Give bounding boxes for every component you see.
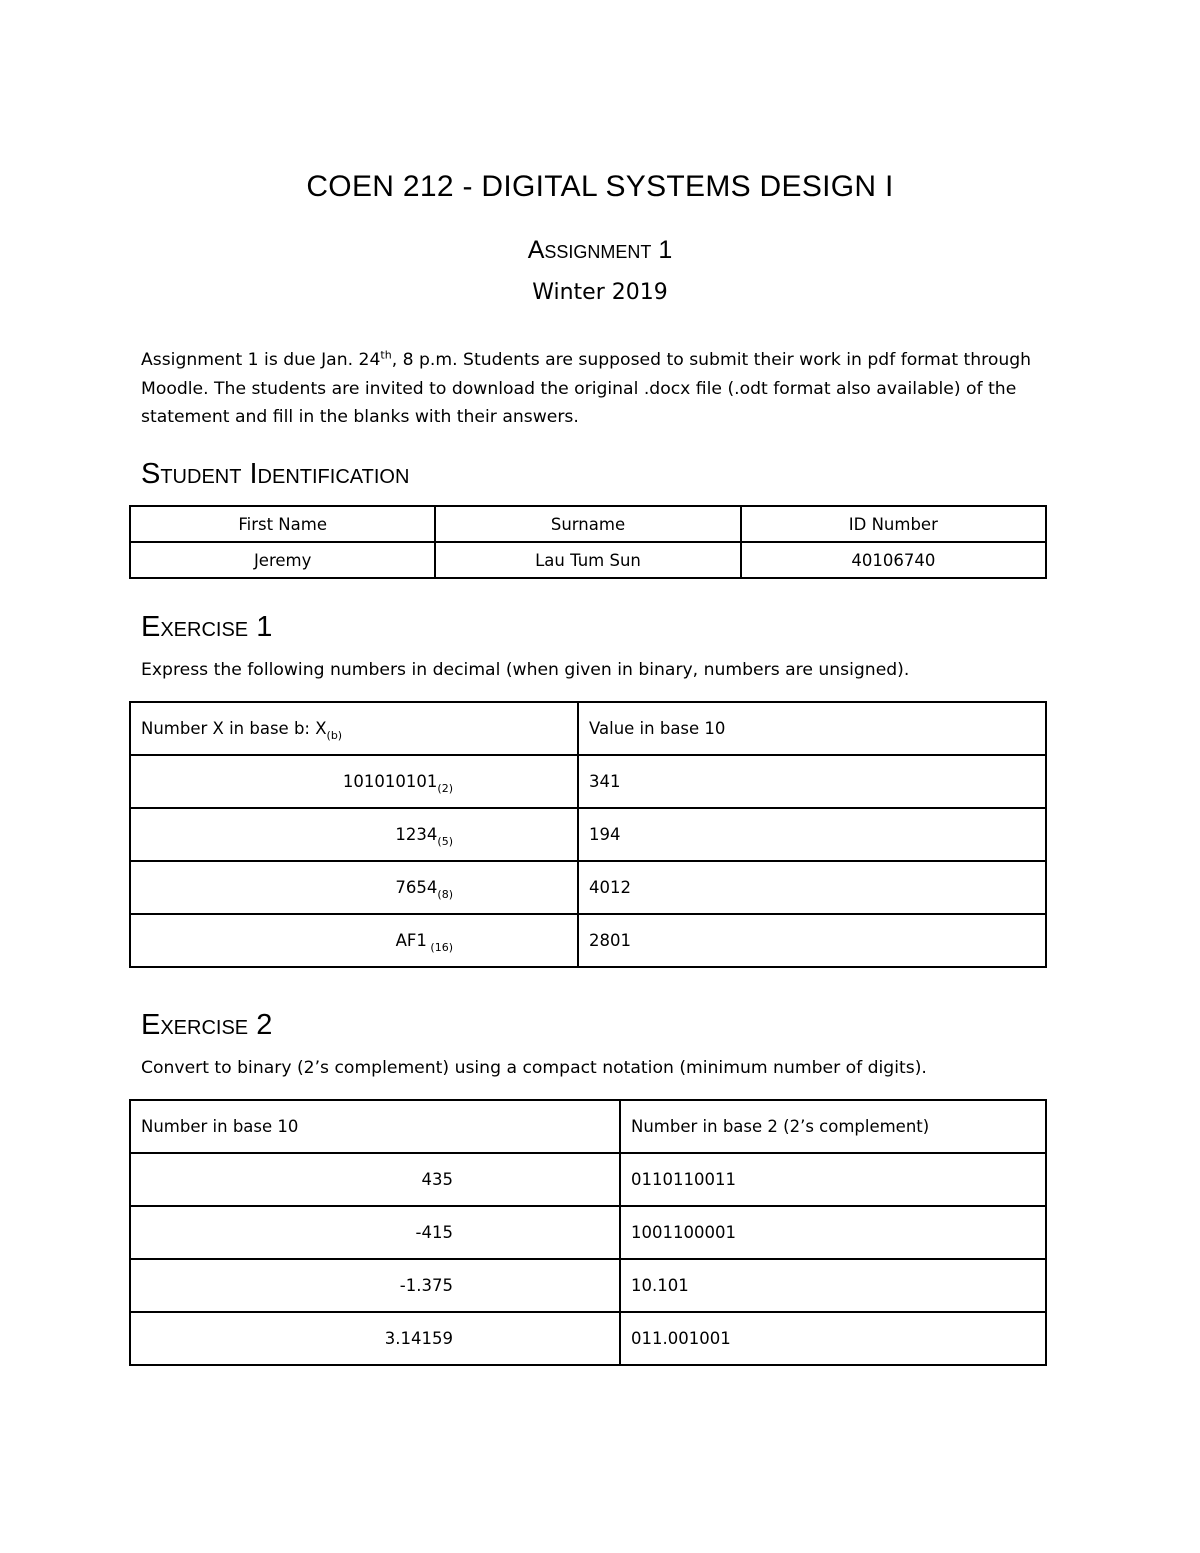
student-identification-heading: Student Identification xyxy=(141,458,410,490)
header-number-col: Number in base 10 xyxy=(130,1100,620,1153)
header-base-subscript: (b) xyxy=(326,729,343,742)
answer-cell[interactable]: 341 xyxy=(578,755,1046,808)
table-row xyxy=(130,914,1046,967)
answer-cell[interactable]: 2801 xyxy=(578,914,1046,967)
base-subscript: (16) xyxy=(426,941,453,954)
table-header-row xyxy=(130,1100,1046,1153)
answer-cell[interactable]: 4012 xyxy=(578,861,1046,914)
header-surname: Surname xyxy=(435,506,740,542)
table-row xyxy=(130,1259,1046,1312)
number-value: 7654 xyxy=(395,878,438,897)
id-number-field[interactable]: 40106740 xyxy=(741,542,1046,578)
answer-cell[interactable]: 0110110011 xyxy=(620,1153,1046,1206)
header-first-name: First Name xyxy=(130,506,435,542)
header-value-col: Value in base 10 xyxy=(578,702,1046,755)
number-value: 1234 xyxy=(395,825,438,844)
base-subscript: (8) xyxy=(437,888,453,901)
number-cell: -415 xyxy=(130,1206,620,1259)
course-title: COEN 212 - DIGITAL SYSTEMS DESIGN I xyxy=(306,170,894,203)
number-value: 101010101 xyxy=(342,772,438,791)
student-identification-table xyxy=(129,505,1047,579)
first-name-field[interactable]: Jeremy xyxy=(130,542,435,578)
intro-superscript: th xyxy=(380,348,392,362)
number-cell: -1.375 xyxy=(130,1259,620,1312)
exercise-2-instruction: Convert to binary (2’s complement) using a compact notation (minimum number of digits). xyxy=(141,1058,927,1078)
intro-paragraph xyxy=(141,346,1061,432)
number-cell: 3.14159 xyxy=(130,1312,620,1365)
table-row xyxy=(130,755,1046,808)
table-row xyxy=(130,861,1046,914)
base-subscript: (2) xyxy=(437,782,453,795)
table-header-row xyxy=(130,506,1046,542)
number-cell xyxy=(130,914,578,967)
exercise-1-instruction: Express the following numbers in decimal (when given in binary, numbers are unsigned). xyxy=(141,660,910,680)
number-cell xyxy=(130,861,578,914)
number-cell: 435 xyxy=(130,1153,620,1206)
header-number-label: Number X in base b: X xyxy=(141,719,327,738)
table-row xyxy=(130,1153,1046,1206)
term-label: Winter 2019 xyxy=(532,280,668,305)
base-subscript: (5) xyxy=(437,835,453,848)
answer-cell[interactable]: 194 xyxy=(578,808,1046,861)
number-cell xyxy=(130,808,578,861)
answer-cell[interactable]: 011.001001 xyxy=(620,1312,1046,1365)
exercise-1-heading: Exercise 1 xyxy=(141,611,273,643)
header-value-col: Number in base 2 (2’s complement) xyxy=(620,1100,1046,1153)
intro-text-part2: , 8 p.m. Students are supposed to submit their work in pdf format through Moodle. The students are invited to download the original .docx file (.odt format also available) of the statement and fill in the blanks with their answers. xyxy=(141,350,1032,427)
answer-cell[interactable]: 10.101 xyxy=(620,1259,1046,1312)
table-header-row xyxy=(130,702,1046,755)
header-number-col xyxy=(130,702,578,755)
header-id-number: ID Number xyxy=(741,506,1046,542)
answer-cell[interactable]: 1001100001 xyxy=(620,1206,1046,1259)
table-row xyxy=(130,1312,1046,1365)
table-row xyxy=(130,542,1046,578)
intro-text-part1: Assignment 1 is due Jan. 24 xyxy=(141,350,381,370)
table-row xyxy=(130,1206,1046,1259)
exercise-2-heading: Exercise 2 xyxy=(141,1009,273,1041)
assignment-title: Assignment 1 xyxy=(527,236,673,264)
exercise-1-table xyxy=(129,701,1047,968)
surname-field[interactable]: Lau Tum Sun xyxy=(435,542,740,578)
exercise-2-table xyxy=(129,1099,1047,1366)
number-value: AF1 xyxy=(395,931,427,950)
number-cell xyxy=(130,755,578,808)
table-row xyxy=(130,808,1046,861)
